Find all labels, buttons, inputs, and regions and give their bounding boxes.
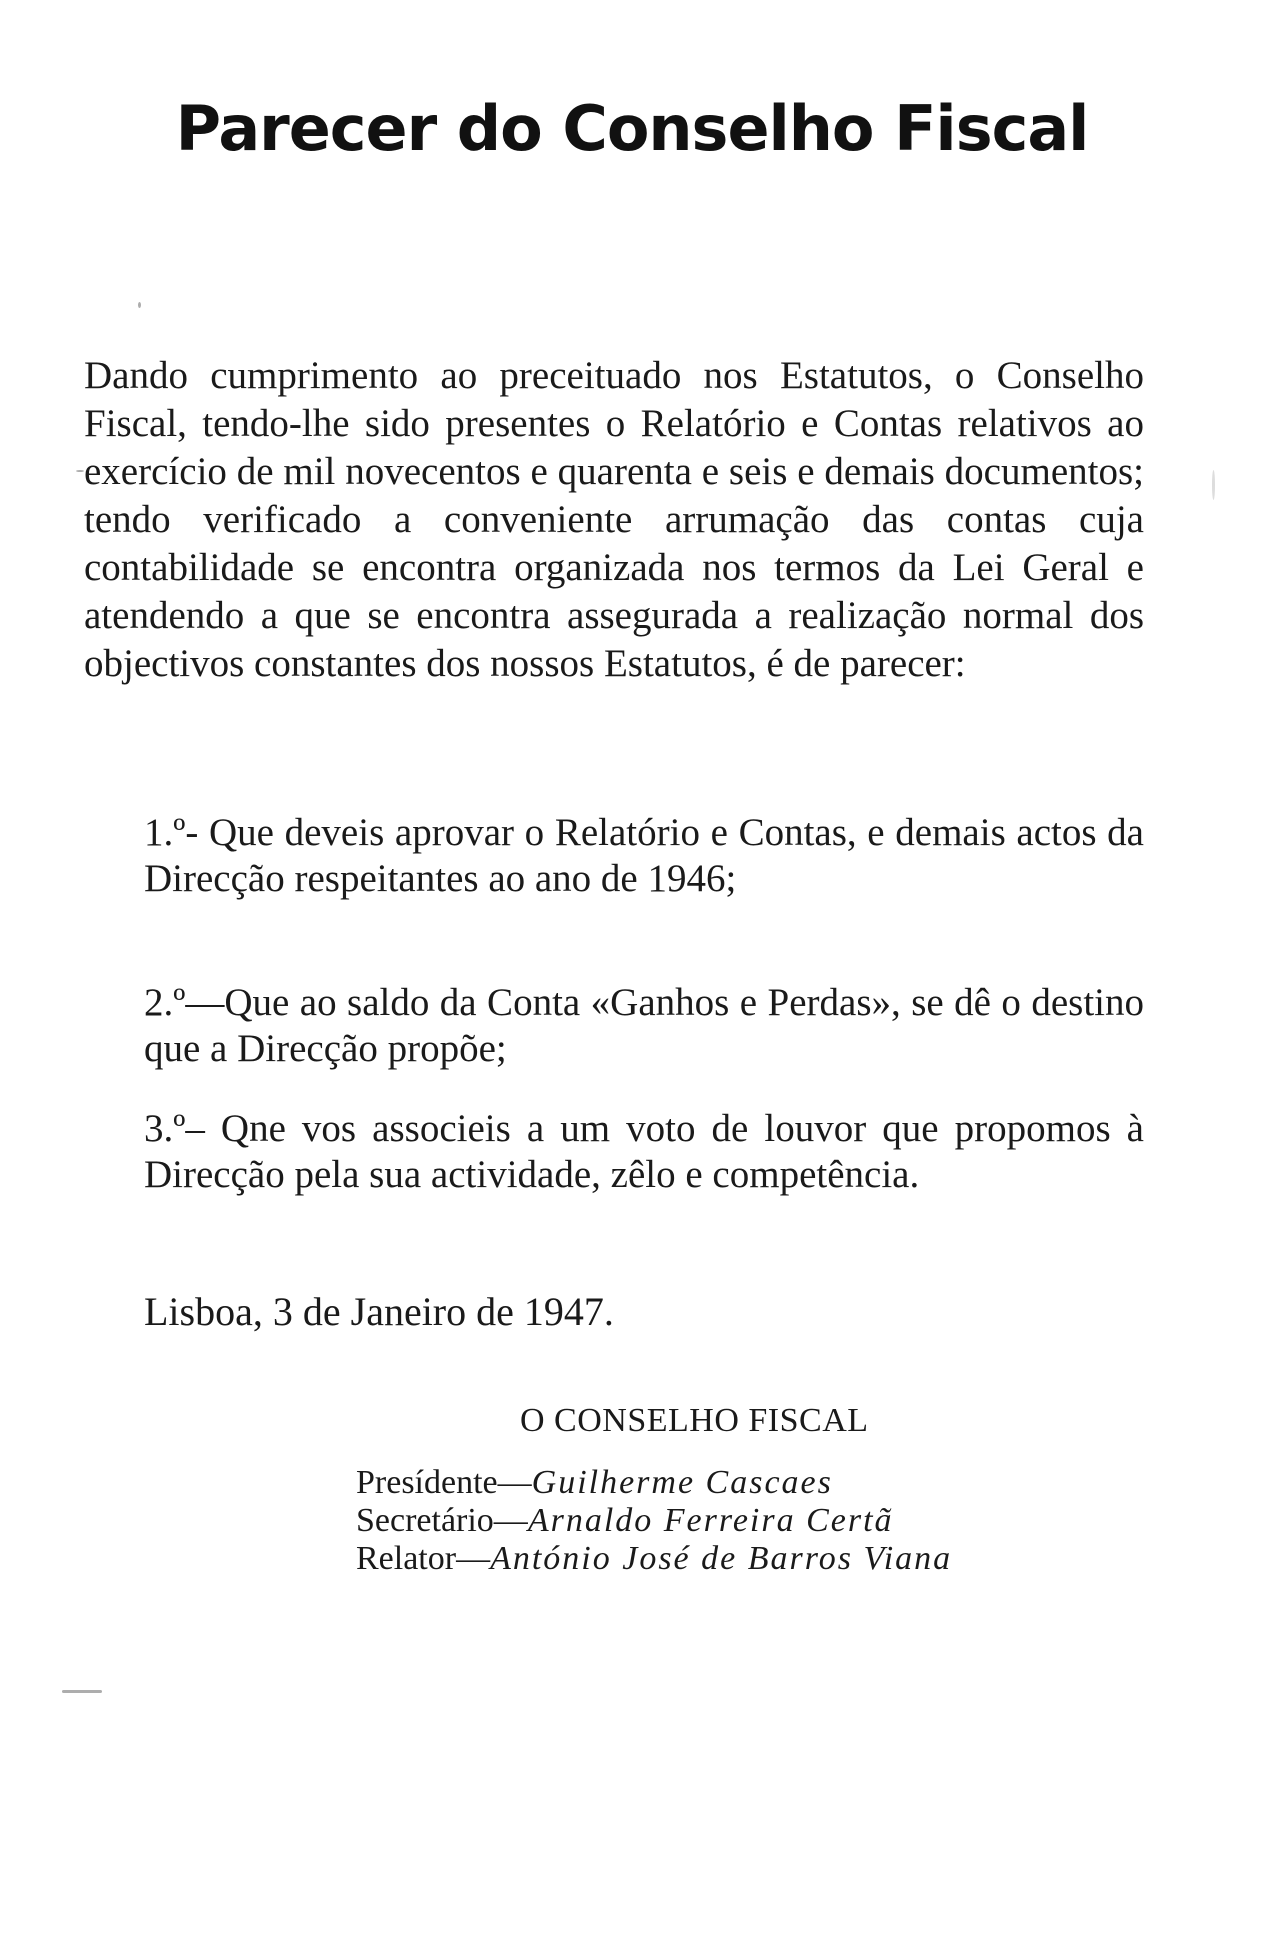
- list-item: [144, 980, 1144, 1072]
- scan-speck: [76, 470, 84, 472]
- intro-paragraph: Dando cumprimento ao preceituado nos Estatutos, o Conselho Fiscal, tendo-lhe sido presentes o Relatório e Contas relativos ao exercício de mil novecentos e quarenta e seis e demais documentos; tendo verificado a conveniente arrumação das contas cuja contabilidade se encontra organizada nos termos da Lei Geral e atendendo a que se encontra assegurada a realização normal dos objectivos constantes dos nossos Estatutos, é de parecer:: [84, 354, 1144, 685]
- item-number: 1.º: [144, 811, 186, 854]
- signature-row: [356, 1502, 952, 1540]
- signature-row: [356, 1540, 952, 1578]
- council-heading: O CONSELHO FISCAL: [520, 1402, 869, 1439]
- signatory-name: António José de Barros Viana: [490, 1540, 953, 1577]
- signatory-role: Secretário—: [356, 1502, 528, 1539]
- dateline: Lisboa, 3 de Janeiro de 1947.: [144, 1289, 614, 1334]
- scan-speck: [62, 1690, 102, 1693]
- signatory-name: Guilherme Cascaes: [531, 1464, 833, 1501]
- item-text: —Que ao saldo da Conta «Ganhos e Perdas», se dê o destino que a Direcção propõe;: [144, 981, 1144, 1070]
- signatory-role: Relator—: [356, 1540, 491, 1577]
- item-text: – Qne vos associeis a um voto de louvor que propomos à Direcção pela sua actividade, zêlo e competência.: [144, 1107, 1144, 1196]
- item-number: 3.º: [144, 1107, 186, 1150]
- scan-speck: [1212, 470, 1215, 500]
- scan-speck: [138, 302, 141, 308]
- list-item: [144, 810, 1144, 902]
- signatory-role: Presídente—: [356, 1464, 532, 1501]
- item-text: - Que deveis aprovar o Relatório e Contas, e demais actos da Direcção respeitantes ao ano de 1946;: [144, 811, 1144, 900]
- signature-block: [356, 1464, 952, 1578]
- item-number: 2.º: [144, 981, 186, 1024]
- signatory-name: Arnaldo Ferreira Certã: [527, 1502, 894, 1539]
- document-title: Parecer do Conselho Fiscal: [175, 92, 1089, 165]
- signature-row: [356, 1464, 952, 1502]
- list-item: [144, 1106, 1144, 1198]
